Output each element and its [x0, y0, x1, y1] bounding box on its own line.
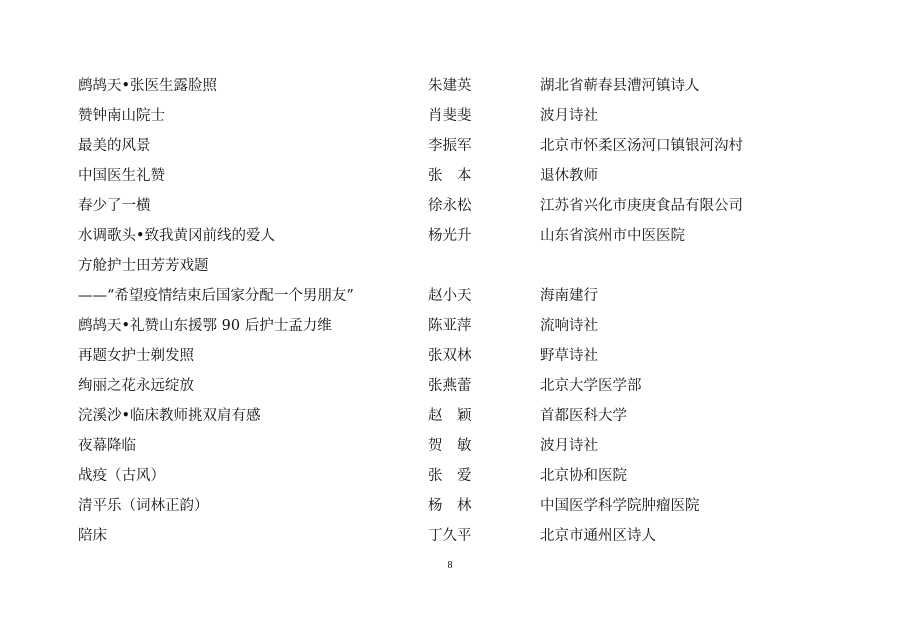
entry-author: 杨光升	[428, 228, 472, 244]
list-item	[0, 311, 900, 341]
entry-title: 再题女护士剃发照	[78, 348, 194, 364]
list-item	[0, 371, 900, 401]
entry-author: 丁久平	[428, 528, 472, 544]
entry-organization: 首都医科大学	[540, 408, 627, 424]
list-item	[0, 221, 900, 251]
entry-organization: 海南建行	[540, 288, 598, 304]
entry-title: 陪床	[78, 528, 107, 544]
list-item	[0, 71, 900, 101]
entry-title: 鹧鸪天•张医生露脸照	[78, 78, 218, 94]
entry-title: 最美的风景	[78, 138, 151, 154]
entry-title: 战疫（古风）	[78, 468, 165, 484]
entry-organization: 山东省滨州市中医医院	[540, 228, 685, 244]
entry-title: 清平乐（词林正韵）	[78, 498, 209, 514]
entry-subtitle: ——“希望疫情结束后国家分配一个男朋友”	[78, 288, 354, 304]
list-item	[0, 161, 900, 191]
entry-author: 张 本	[428, 168, 472, 184]
list-item	[0, 191, 900, 221]
entry-author: 杨 林	[428, 498, 472, 514]
entry-author: 赵 颖	[428, 408, 472, 424]
contents-list	[0, 71, 900, 551]
list-item	[0, 251, 900, 281]
entry-organization: 中国医学科学院肿瘤医院	[540, 498, 700, 514]
list-item	[0, 491, 900, 521]
entry-organization: 北京市通州区诗人	[540, 528, 656, 544]
entry-title: 鹧鸪天•礼赞山东援鄂 90 后护士孟力维	[78, 318, 332, 334]
entry-title: 中国医生礼赞	[78, 168, 165, 184]
entry-organization: 退休教师	[540, 168, 598, 184]
entry-author: 陈亚萍	[428, 318, 472, 334]
entry-title: 水调歌头•致我黄冈前线的爱人	[78, 228, 276, 244]
entry-author: 赵小天	[428, 288, 472, 304]
entry-organization: 北京大学医学部	[540, 378, 642, 394]
entry-author: 徐永松	[428, 198, 472, 214]
list-item	[0, 341, 900, 371]
list-item	[0, 281, 900, 311]
entry-title: 赞钟南山院士	[78, 108, 165, 124]
entry-organization: 北京市怀柔区汤河口镇银河沟村	[540, 138, 743, 154]
entry-author: 张 爱	[428, 468, 472, 484]
page-number: 8	[447, 560, 453, 571]
list-item	[0, 461, 900, 491]
list-item	[0, 131, 900, 161]
entry-title: 春少了一横	[78, 198, 151, 214]
entry-author: 张燕蕾	[428, 378, 472, 394]
entry-author: 肖斐斐	[428, 108, 472, 124]
entry-title: 浣溪沙•临床教师挑双肩有感	[78, 408, 261, 424]
entry-organization: 江苏省兴化市庚庚食品有限公司	[540, 198, 743, 214]
entry-author: 贺 敏	[428, 438, 472, 454]
entry-organization: 北京协和医院	[540, 468, 627, 484]
entry-organization: 湖北省蕲春县漕河镇诗人	[540, 78, 700, 94]
entry-title: 方舱护士田芳芳戏题	[78, 258, 209, 274]
entry-organization: 波月诗社	[540, 108, 598, 124]
entry-organization: 流响诗社	[540, 318, 598, 334]
entry-title: 绚丽之花永远绽放	[78, 378, 194, 394]
entry-title: 夜幕降临	[78, 438, 136, 454]
entry-author: 张双林	[428, 348, 472, 364]
list-item	[0, 101, 900, 131]
entry-organization: 波月诗社	[540, 438, 598, 454]
entry-author: 李振军	[428, 138, 472, 154]
list-item	[0, 431, 900, 461]
entry-author: 朱建英	[428, 78, 472, 94]
entry-organization: 野草诗社	[540, 348, 598, 364]
list-item	[0, 521, 900, 551]
list-item	[0, 401, 900, 431]
